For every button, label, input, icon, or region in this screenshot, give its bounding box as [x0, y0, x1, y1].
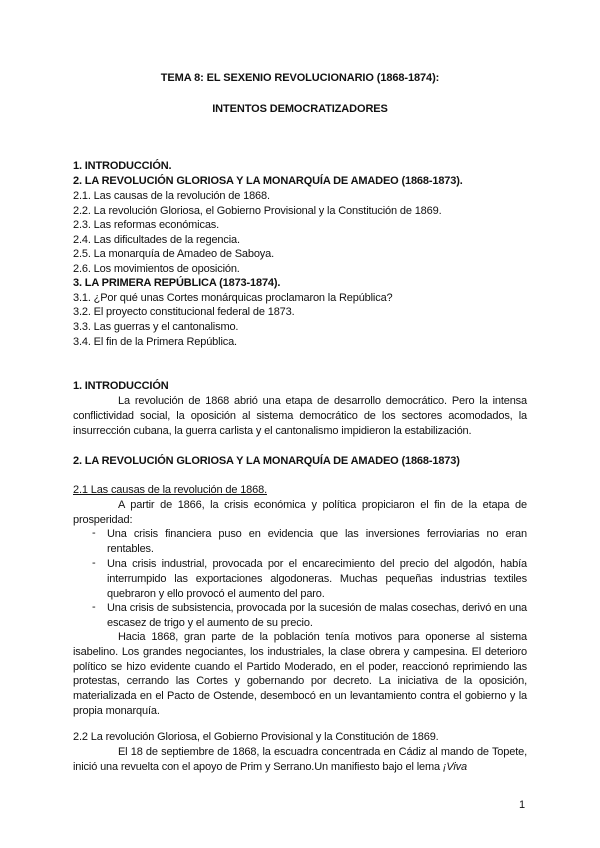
- subsection-heading-2-2: 2.2 La revolución Gloriosa, el Gobierno Provisional y la Constitución de 1869.: [73, 731, 439, 743]
- subsection-2-2-paragraph: [73, 745, 527, 775]
- toc-item: 3. LA PRIMERA REPÚBLICA (1873-1874).: [73, 277, 281, 289]
- list-item: Una crisis industrial, provocada por el encarecimiento del precio del algodón, había interrumpido las exportaciones algodoneras. Muchas pequeñas industrias textiles quebraron y ello provocó el aumento del paro.: [107, 558, 527, 600]
- document-subtitle: INTENTOS DEMOCRATIZADORES: [212, 103, 388, 115]
- bullet-marker: -: [92, 557, 96, 569]
- document-title: TEMA 8: EL SEXENIO REVOLUCIONARIO (1868-1874):: [160, 72, 440, 84]
- subsection-2-1-paragraph: Hacia 1868, gran parte de la población tenía motivos para oponerse al sistema isabelino. Los grandes negociantes, los industriales, la clase obrera y campesina. El deterioro político se hizo evidente cuando el Partido Moderado, en el poder, reaccionó reprimiendo las protestas, cerrando las Cortes y gobernando por decreto. La iniciativa de la oposición, materializada en el Pacto de Ostende, desembocó en un levantamiento contra el gobierno y la propia monarquía.: [73, 631, 527, 717]
- toc-item: 3.2. El proyecto constitucional federal de 1873.: [73, 306, 295, 318]
- italic-text: ¡Viva: [442, 760, 467, 773]
- toc-item: 2.1. Las causas de la revolución de 1868.: [73, 190, 270, 202]
- bullet-marker: -: [92, 527, 96, 539]
- list-item: Una crisis de subsistencia, provocada por la sucesión de malas cosechas, derivó en una escasez de trigo y el aumento de su precio.: [107, 602, 527, 629]
- toc-item: 1. INTRODUCCIÓN.: [73, 160, 172, 172]
- toc-item: 3.1. ¿Por qué unas Cortes monárquicas proclamaron la República?: [73, 292, 393, 304]
- section-heading-2: 2. LA REVOLUCIÓN GLORIOSA Y LA MONARQUÍA DE AMADEO (1868-1873): [73, 455, 460, 467]
- toc-item: 2.4. Las dificultades de la regencia.: [73, 234, 240, 246]
- toc-item: 2.5. La monarquía de Amadeo de Saboya.: [73, 248, 275, 260]
- toc-item: 2. LA REVOLUCIÓN GLORIOSA Y LA MONARQUÍA DE AMADEO (1868-1873).: [73, 175, 463, 187]
- subsection-heading-2-1: 2.1 Las causas de la revolución de 1868.: [73, 484, 267, 496]
- list-item: Una crisis financiera puso en evidencia que las inversiones ferroviarias no eran rentables.: [107, 528, 527, 555]
- bullet-marker: -: [92, 601, 96, 613]
- paragraph-text: El 18 de septiembre de 1868, la escuadra concentrada en Cádiz al mando de Topete, inició una revuelta con el apoyo de Prim y Serrano.Un manifiesto bajo el lema: [73, 746, 527, 773]
- toc-item: 2.6. Los movimientos de oposición.: [73, 263, 240, 275]
- toc-item: 3.4. El fin de la Primera República.: [73, 336, 237, 348]
- intro-paragraph: La revolución de 1868 abrió una etapa de desarrollo democrático. Pero la intensa conflictividad social, la oposición al sistema democrático de los sectores acomodados, la insurrección cubana, la guerra carlista y el cantonalismo impidieron la estabilización.: [73, 395, 527, 437]
- section-heading-intro: 1. INTRODUCCIÓN: [73, 380, 169, 392]
- toc-item: 2.2. La revolución Gloriosa, el Gobierno Provisional y la Constitución de 1869.: [73, 205, 442, 217]
- toc-item: 2.3. Las reformas económicas.: [73, 219, 220, 231]
- toc-item: 3.3. Las guerras y el cantonalismo.: [73, 321, 239, 333]
- subsection-2-1-intro: A partir de 1866, la crisis económica y política propiciaron el fin de la etapa de prosperidad:: [73, 499, 527, 526]
- page-number: 1: [519, 799, 526, 811]
